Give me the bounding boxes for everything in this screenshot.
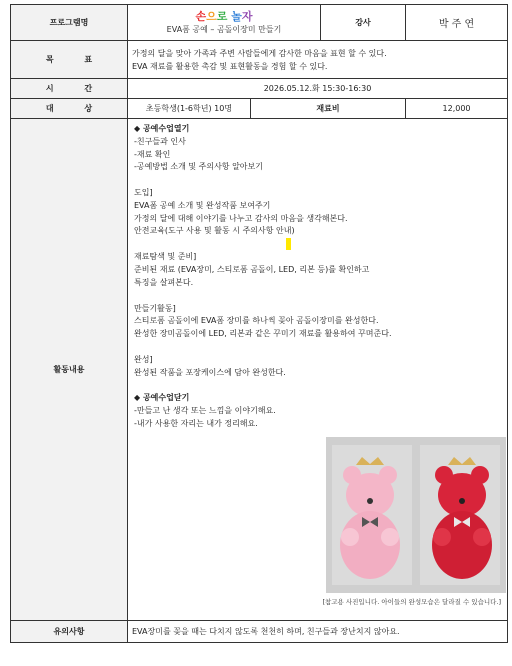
highlight-marker (286, 238, 291, 250)
activity-line: 준비된 재료 (EVA장미, 스티로폼 곰돌이, LED, 리본 등)를 확인하고 (134, 265, 370, 275)
goal-row (11, 41, 508, 79)
goal-line-1: 가정의 달을 맞아 가족과 주변 사람들에게 감사한 마음을 표현 할 수 있다. (132, 48, 387, 58)
target-row (11, 99, 508, 119)
notes-value: EVA장미를 꽂을 때는 다치지 않도록 천천히 하며, 친구들과 장난치지 않아요. (128, 621, 508, 643)
activity-line: 가정의 달에 대해 이야기를 나누고 감사의 마음을 생각해본다. (134, 213, 348, 223)
target-label: 대 상 (11, 99, 128, 119)
activity-line (134, 174, 501, 187)
teacher-label: 강사 (321, 5, 406, 41)
program-subtitle: EVA폼 공예 – 곰돌이장미 만들기 (166, 24, 282, 34)
activity-line: 완성] (134, 354, 153, 364)
activity-line: -공예방법 소개 및 주의사항 알아보기 (134, 162, 263, 172)
bear-rose-photo (326, 437, 506, 593)
activity-line: 도입] (134, 187, 153, 197)
goal-line-2: EVA 재료를 활용한 촉감 및 표현활동을 경험 할 수 있다. (132, 61, 328, 71)
program-title-cell (128, 5, 321, 41)
time-value: 2026.05.12.화 15:30-16:30 (128, 79, 508, 99)
program-title: 손으로 놀자 (195, 9, 253, 23)
bear-rose-illustration (326, 437, 506, 593)
photo-caption: [참고용 사진입니다. 아이들의 완성모습은 달라질 수 있습니다.] (322, 598, 502, 606)
activity-line: 재료탐색 및 준비] (134, 252, 197, 262)
activity-line: 안전교육(도구 사용 및 활동 시 주의사항 안내) (134, 226, 295, 236)
material-label: 재료비 (251, 99, 406, 119)
notes-label: 유의사항 (11, 621, 128, 643)
activity-line (134, 290, 501, 303)
activity-line: 완성한 장미곰돌이에 LED, 리본과 같은 꾸미기 재료를 활용하여 꾸며준다. (134, 329, 392, 339)
activity-line: -만들고 난 생각 또는 느낌을 이야기해요. (134, 406, 276, 416)
teacher-name: 박 주 연 (406, 5, 508, 41)
time-label: 시 간 (11, 79, 128, 99)
activity-section-heading: ◆ 공예수업닫기 (134, 393, 190, 403)
lesson-plan-table (10, 4, 508, 643)
program-row (11, 5, 508, 41)
activity-line: 완성된 작품을 포장케이스에 담아 완성한다. (134, 367, 286, 377)
activity-lines (134, 123, 501, 431)
activity-line (134, 379, 501, 392)
activity-line: EVA폼 공예 소개 및 완성작품 보여주기 (134, 200, 271, 210)
target-value: 초등학생(1-6학년) 10명 (128, 99, 251, 119)
activity-line (134, 341, 501, 354)
activity-line (134, 238, 501, 251)
material-cost: 12,000 (406, 99, 508, 119)
activity-line: -재료 확인 (134, 149, 171, 159)
activity-label: 활동내용 (11, 119, 128, 621)
activity-line: -내가 사용한 자리는 내가 정리해요. (134, 418, 258, 428)
activity-line: -친구들과 인사 (134, 136, 186, 146)
activity-line: 만들기활동] (134, 303, 176, 313)
program-label: 프로그램명 (11, 5, 128, 41)
time-row (11, 79, 508, 99)
goal-cell (128, 41, 508, 79)
goal-label: 목 표 (11, 41, 128, 79)
activity-row (11, 119, 508, 621)
activity-line: 특징을 살펴본다. (134, 278, 194, 288)
activity-section-heading: ◆ 공예수업열기 (134, 124, 190, 133)
notes-row (11, 621, 508, 643)
activity-cell (128, 119, 508, 621)
activity-line: 스티로폼 곰돌이에 EVA폼 장미를 하나씩 꽂아 곰돌이장미를 완성한다. (134, 316, 379, 326)
